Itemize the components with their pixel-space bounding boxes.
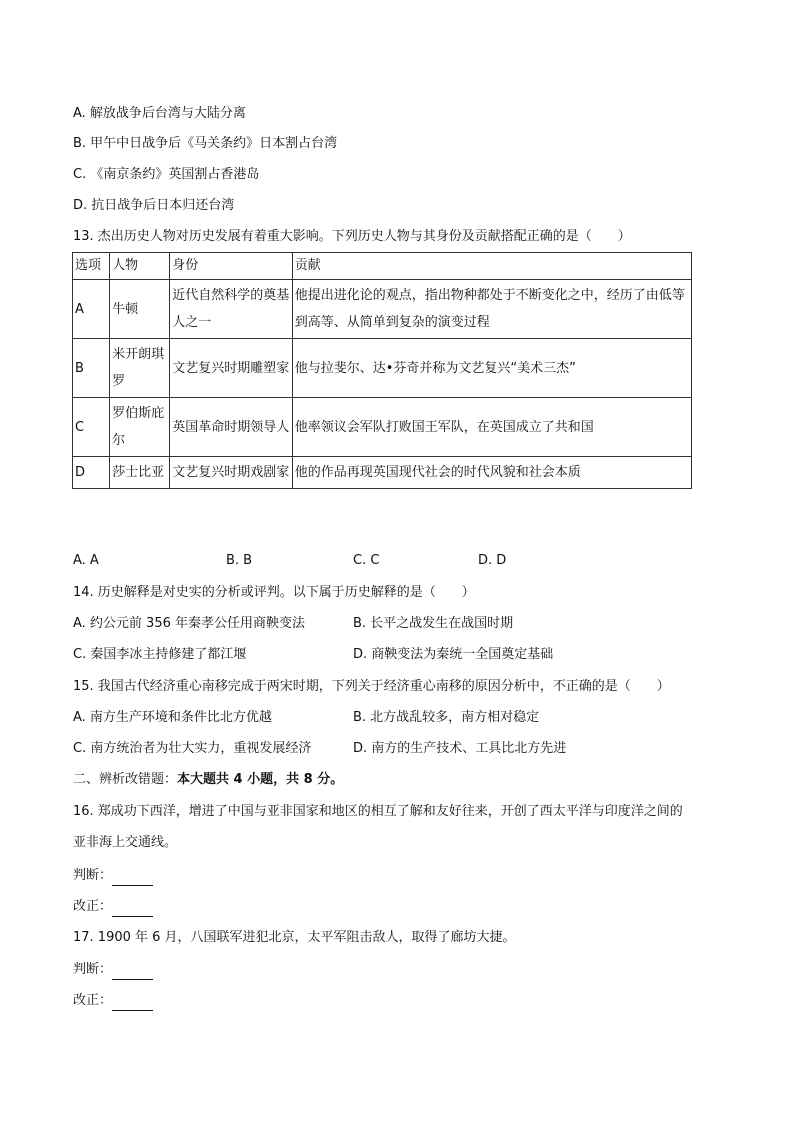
q17-judge-label: 判断：: [73, 962, 113, 977]
cell-option: B: [73, 339, 110, 398]
cell-contribution: 他率领议会军队打败国王军队，在英国成立了共和国: [292, 398, 691, 457]
cell-contribution: 他的作品再现英国现代社会的时代风貌和社会本质: [292, 457, 691, 489]
q13-option-a: A. A: [73, 553, 99, 568]
q15-stem: 15. 我国古代经济重心南移完成于两宋时期，下列关于经济重心南移的原因分析中，不正确的是（ ）: [73, 679, 670, 694]
header-identity: 身份: [170, 253, 292, 280]
section-heading-detail: 本大题共 4 小题，共 8 分。: [177, 772, 344, 787]
cell-contribution: 他提出进化论的观点，指出物种都处于不断变化之中，经历了由低等到高等、从简单到复杂的演变过程: [292, 280, 691, 339]
cell-identity: 英国革命时期领导人: [170, 398, 292, 457]
cell-identity: 文艺复兴时期戏剧家: [170, 457, 292, 489]
q17-correct-label: 改正：: [73, 993, 113, 1008]
q16-judge-blank[interactable]: [112, 872, 153, 886]
section-heading: [73, 770, 343, 790]
cell-person: 牛顿: [110, 280, 170, 339]
q17-correct: [73, 991, 153, 1011]
cell-option: D: [73, 457, 110, 489]
q12-option-c: C. 《南京条约》英国割占香港岛: [73, 167, 260, 182]
q13-option-b: B. B: [226, 553, 253, 568]
table-row: [73, 280, 692, 339]
cell-contribution: 他与拉斐尔、达•芬奇并称为文艺复兴“美术三杰”: [292, 339, 691, 398]
q14-option-c: C. 秦国李冰主持修建了都江堰: [73, 647, 247, 662]
cell-identity: 文艺复兴时期雕塑家: [170, 339, 292, 398]
cell-option: A: [73, 280, 110, 339]
cell-person: 罗伯斯庇尔: [110, 398, 170, 457]
q16-correct-blank[interactable]: [112, 903, 153, 917]
table-row: [73, 398, 692, 457]
q14-stem: 14. 历史解释是对史实的分析或评判。以下属于历史解释的是（ ）: [73, 585, 475, 600]
table-header-row: [73, 253, 692, 280]
table-row: [73, 339, 692, 398]
q14-option-a: A. 约公元前 356 年秦孝公任用商鞅变法: [73, 616, 306, 631]
q17-stem: 17. 1900 年 6 月，八国联军进犯北京，太平军阻击敌人，取得了廊坊大捷。: [73, 930, 516, 945]
header-option: 选项: [73, 253, 110, 280]
q12-option-a: A. 解放战争后台湾与大陆分离: [73, 106, 246, 121]
q16-stem-line2: 亚非海上交通线。: [73, 835, 178, 850]
cell-person: 米开朗琪罗: [110, 339, 170, 398]
q16-judge-label: 判断：: [73, 868, 113, 883]
q17-judge: [73, 960, 153, 980]
q17-judge-blank[interactable]: [112, 966, 153, 980]
q15-option-a: A. 南方生产环境和条件比北方优越: [73, 710, 272, 725]
q13-table-wrap: [72, 252, 692, 489]
header-contribution: 贡献: [292, 253, 691, 280]
q16-correct-label: 改正：: [73, 899, 113, 914]
q13-table: [72, 252, 692, 489]
cell-identity: 近代自然科学的奠基人之一: [170, 280, 292, 339]
q14-option-d: D. 商鞅变法为秦统一全国奠定基础: [353, 647, 554, 662]
section-heading-prefix: 二、辨析改错题：: [73, 772, 178, 787]
cell-option: C: [73, 398, 110, 457]
q12-option-d: D. 抗日战争后日本归还台湾: [73, 198, 235, 213]
table-row: [73, 457, 692, 489]
q14-option-b: B. 长平之战发生在战国时期: [353, 616, 514, 631]
q15-option-b: B. 北方战乱较多，南方相对稳定: [353, 710, 540, 725]
header-person: 人物: [110, 253, 170, 280]
q15-option-d: D. 南方的生产技术、工具比北方先进: [353, 741, 567, 756]
q17-correct-blank[interactable]: [112, 997, 153, 1011]
q16-judge: [73, 866, 153, 886]
q16-correct: [73, 897, 153, 917]
q15-option-c: C. 南方统治者为壮大实力，重视发展经济: [73, 741, 312, 756]
q12-option-b: B. 甲午中日战争后《马关条约》日本割占台湾: [73, 136, 338, 151]
q16-stem-line1: 16. 郑成功下西洋，增进了中国与亚非国家和地区的相互了解和友好往来，开创了西太平洋与印度洋之间的: [73, 804, 683, 819]
q13-option-d: D. D: [478, 553, 507, 568]
cell-person: 莎士比亚: [110, 457, 170, 489]
q13-option-c: C. C: [353, 553, 380, 568]
q13-stem: 13. 杰出历史人物对历史发展有着重大影响。下列历史人物与其身份及贡献搭配正确的是（ ）: [73, 229, 631, 244]
